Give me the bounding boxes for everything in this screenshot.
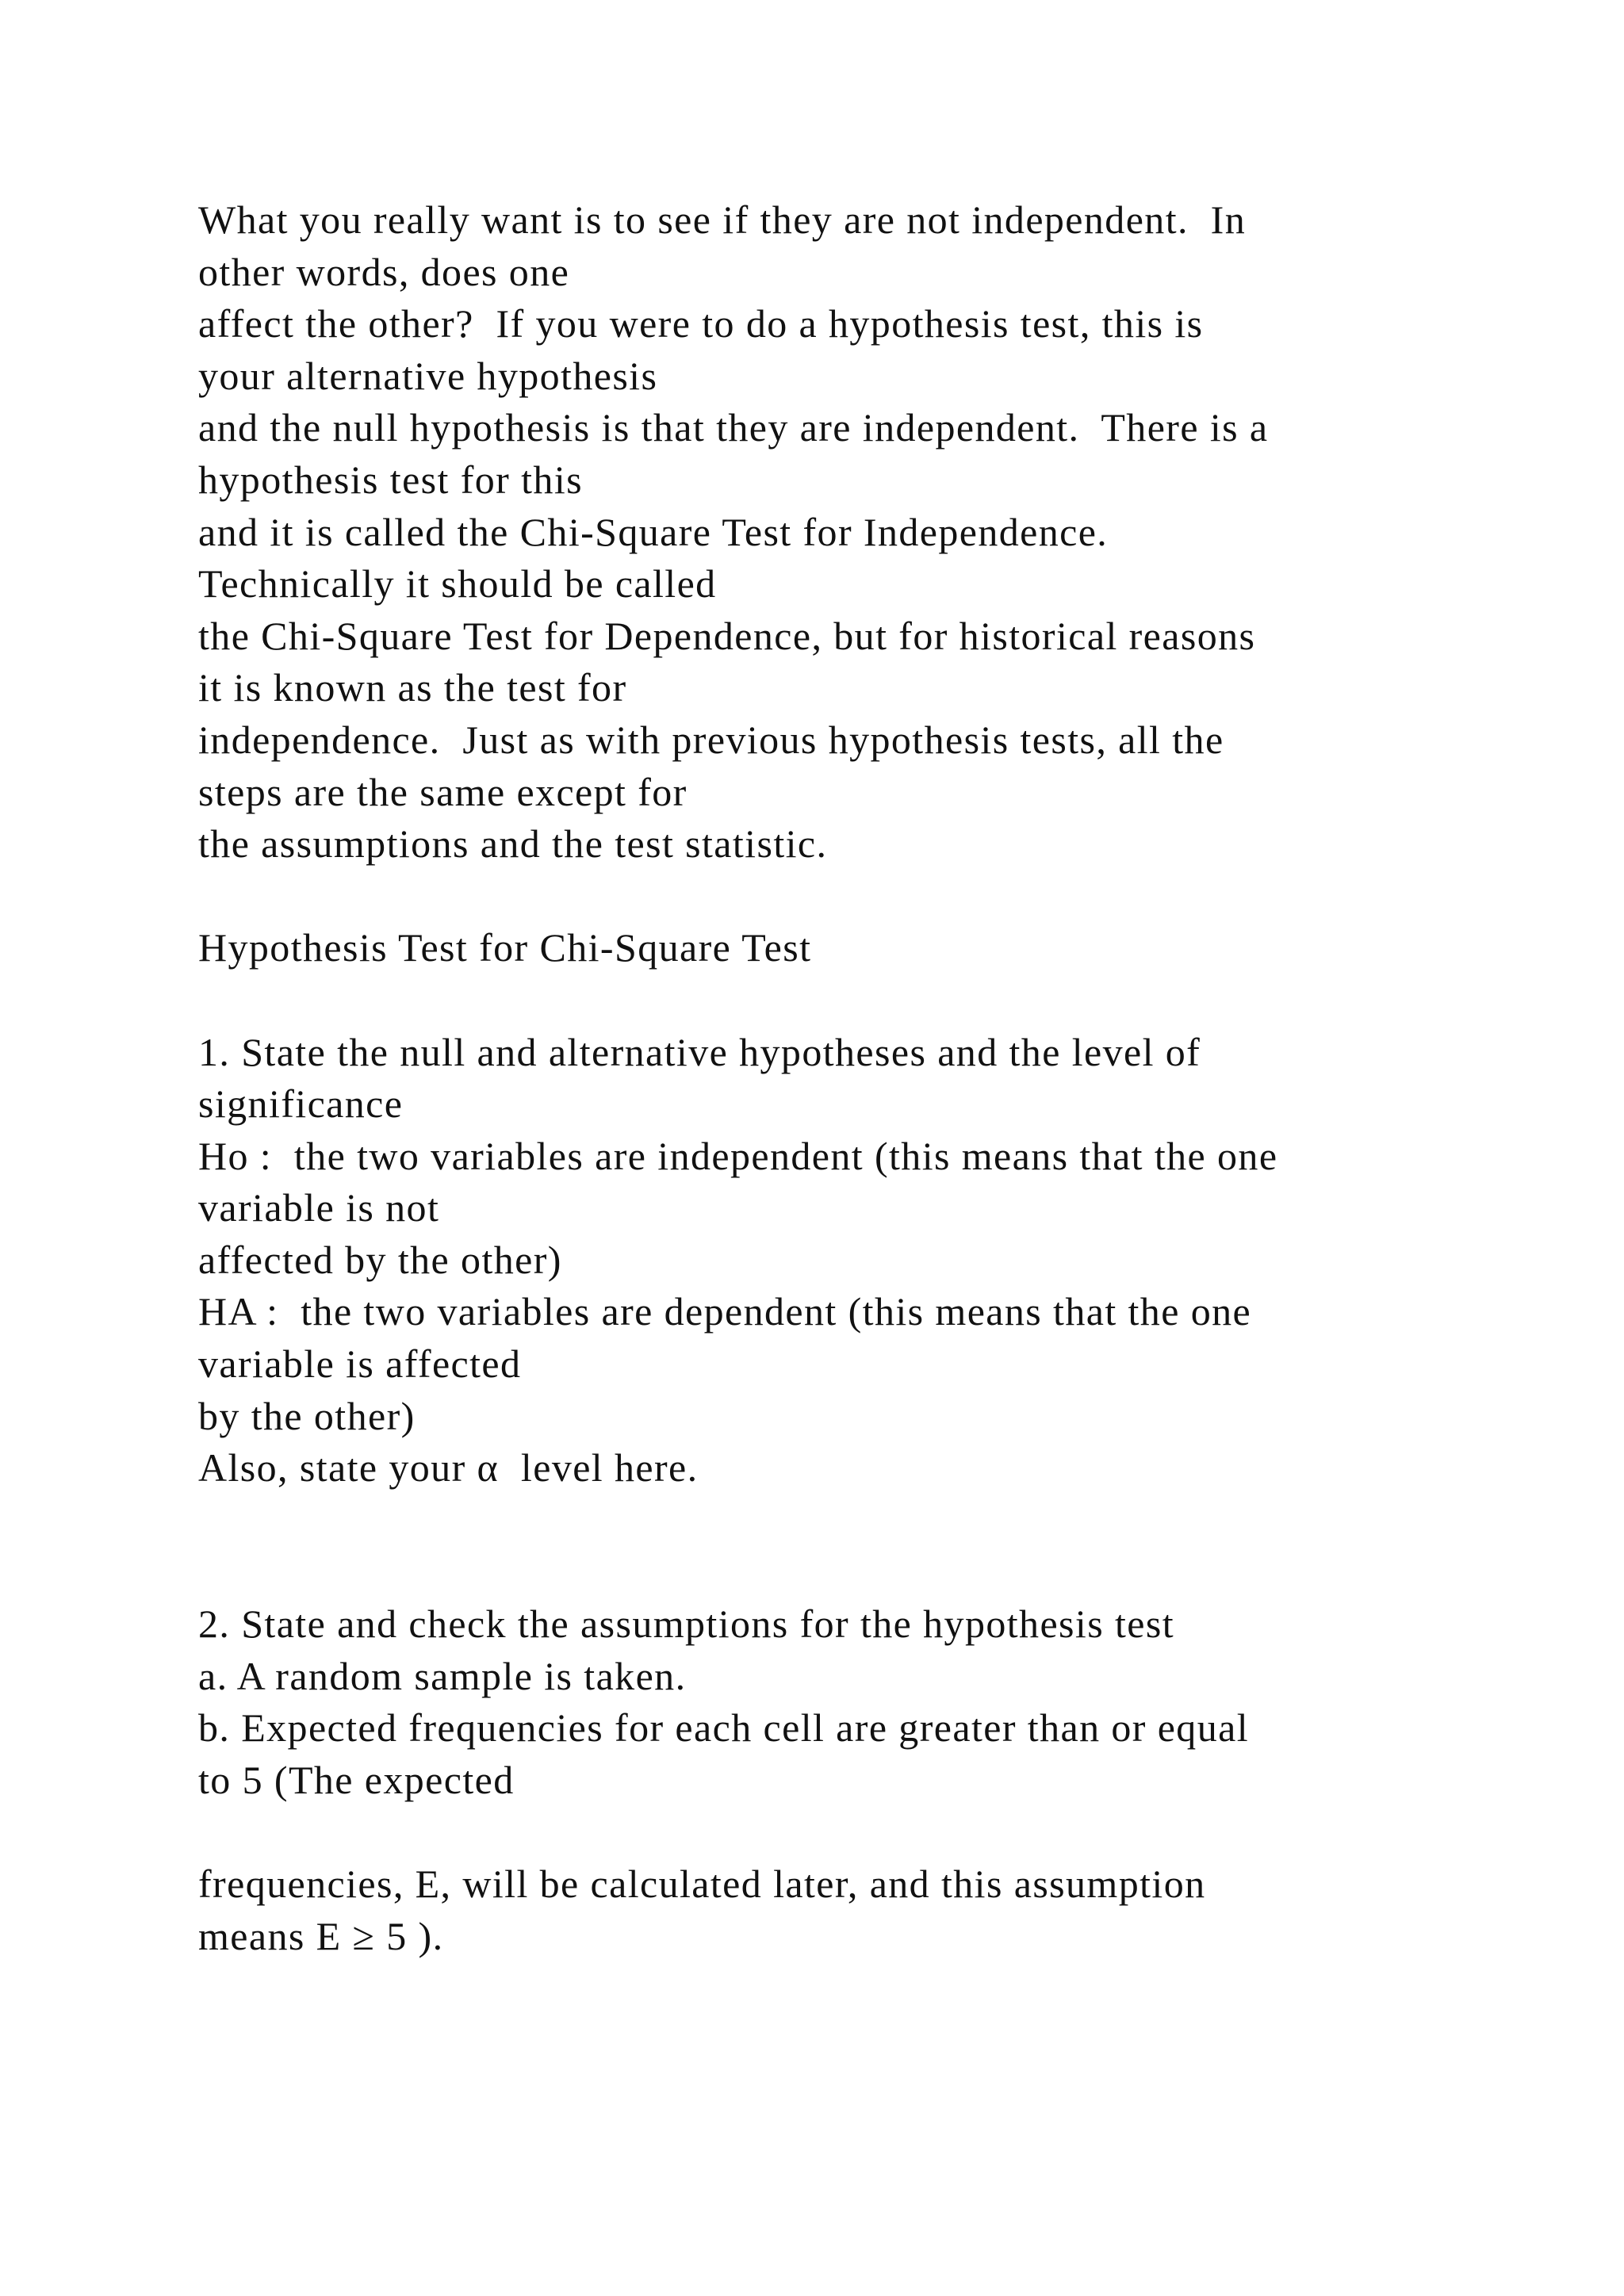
blank-line <box>198 974 1515 1027</box>
text-line: to 5 (The expected <box>198 1757 515 1802</box>
text-line: steps are the same except for <box>198 769 688 814</box>
text-line: the assumptions and the test statistic. <box>198 821 828 867</box>
text-line: the Chi-Square Test for Dependence, but for historical reasons <box>198 613 1256 658</box>
blank-line <box>198 1494 1515 1547</box>
blank-line <box>198 871 1515 923</box>
text-line: it is known as the test for <box>198 665 627 710</box>
text-line: variable is not <box>198 1185 440 1230</box>
blank-line <box>198 1806 1515 1858</box>
text-line: by the other) <box>198 1393 416 1438</box>
text-line: Technically it should be called <box>198 561 717 607</box>
text-line: frequencies, E, will be calculated later, and this assumption <box>198 1862 1206 1906</box>
text-line: hypothesis test for this <box>198 457 583 502</box>
text-line: affected by the other) <box>198 1237 562 1282</box>
text-line: affect the other? If you were to do a hypothesis test, this is <box>198 301 1204 346</box>
text-line: independence. Just as with previous hypothesis tests, all the <box>198 717 1224 762</box>
document-body <box>198 194 1515 1962</box>
assumption-item: a. A random sample is taken. <box>198 1653 687 1698</box>
text-line: your alternative hypothesis <box>198 353 658 398</box>
blank-line <box>198 1546 1515 1598</box>
text-line: and the null hypothesis is that they are independent. There is a <box>198 405 1269 450</box>
text-line: What you really want is to see if they are not independent. In <box>198 197 1247 242</box>
text-line: means E ≥ 5 ). <box>198 1913 444 1958</box>
alternative-hypothesis-line: HA : the two variables are dependent (this means that the one <box>198 1289 1252 1334</box>
text-line: significance <box>198 1081 404 1127</box>
step-heading: 1. State the null and alternative hypotheses and the level of <box>198 1029 1201 1074</box>
assumption-item: b. Expected frequencies for each cell are greater than or equal <box>198 1705 1249 1751</box>
text-line: variable is affected <box>198 1341 522 1387</box>
text-line: other words, does one <box>198 249 570 294</box>
null-hypothesis-line: Ho : the two variables are independent (this means that the one <box>198 1133 1278 1178</box>
step-heading: 2. State and check the assumptions for the hypothesis test <box>198 1601 1174 1647</box>
section-heading: Hypothesis Test for Chi-Square Test <box>198 925 812 970</box>
alpha-level-line: Also, state your α level here. <box>198 1445 699 1490</box>
text-line: and it is called the Chi-Square Test for Independence. <box>198 509 1109 554</box>
